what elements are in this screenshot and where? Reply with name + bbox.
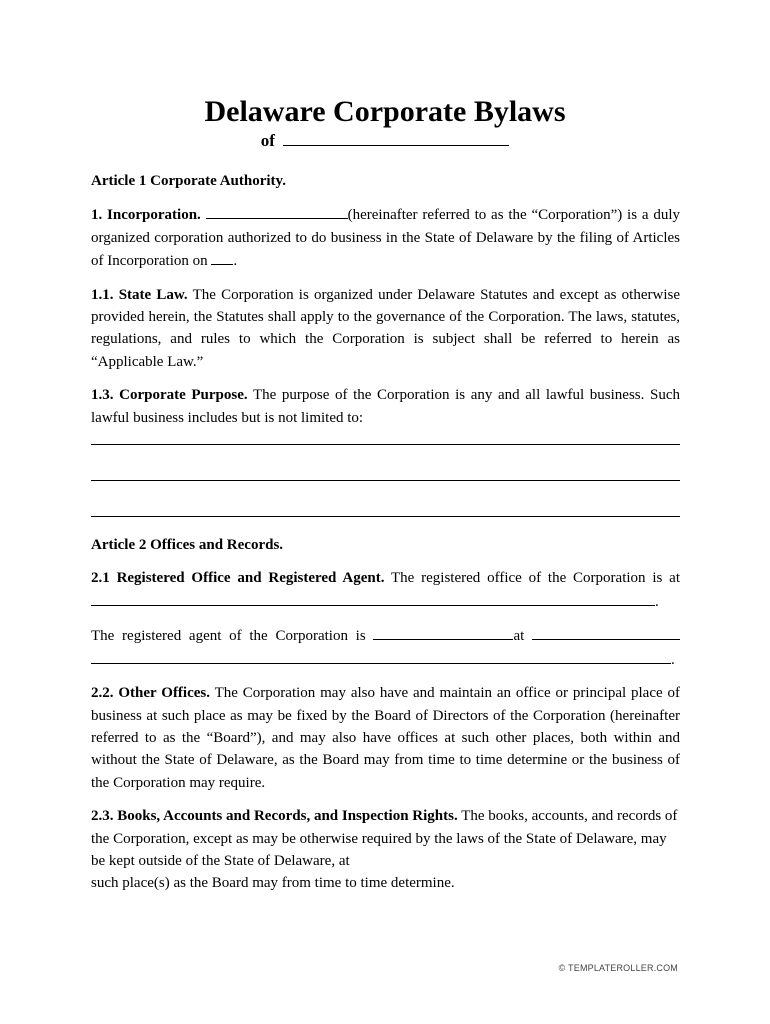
agent-text-c: . (671, 651, 675, 668)
registered-agent-address-blank-a[interactable] (532, 624, 680, 640)
registered-agent-paragraph (91, 624, 680, 671)
section-2-1-lead: 2.1 Registered Office and Registered Agent. (91, 570, 385, 587)
registered-office-blank[interactable] (91, 590, 655, 606)
section-1-1-lead: 1.1. State Law. (91, 286, 188, 303)
agent-text-b: at (513, 628, 525, 645)
section-2-2-text: The Corporation may also have and maintain an office or principal place of business at such place as may be fixed by the Board of Directors of the Corporation (hereinafter referred to as the “Board”), and may also have offices at such other places, both within and without the State of Delaware, as the Board may from time to time determine or the business of the Corporation may require. (91, 685, 681, 791)
document-subtitle (0, 130, 770, 152)
section-2-3-text-a: The books, accounts, and records of the Corporation, except as may be otherwise required by the laws of the State of Delaware, may be kept outside of the State of Delaware, at (91, 808, 678, 869)
section-1-1-text: The Corporation is organized under Delaware Statutes and except as otherwise provided herein, the Statutes shall apply to the governance of the Corporation. The laws, statutes, regulations, and rules to which the Corporation is subject shall be referred to herein as “Applicable Law.” (91, 286, 680, 370)
section-1-text-a: (hereinafter referred to as the “Corporation”) is a duly organized corporation authorized to do business in the State of Delaware by the filing of Articles of Incorporation on (91, 207, 680, 270)
section-1-text-b: . (233, 253, 238, 270)
section-2-3-books-records (91, 805, 680, 895)
section-1-3-lead: 1.3. Corporate Purpose. (91, 387, 248, 404)
section-2-2-lead: 2.2. Other Offices. (91, 685, 211, 702)
registered-agent-address-blank-b[interactable] (91, 648, 671, 664)
section-2-2-other-offices (91, 682, 680, 794)
section-1-3-corporate-purpose (91, 384, 680, 429)
section-1-3-text: The purpose of the Corporation is any and all lawful business. Such lawful business includes but is not limited to: (91, 387, 680, 426)
subtitle-prefix: of (260, 131, 275, 150)
document-body (91, 170, 680, 906)
section-1-1-state-law (91, 284, 680, 374)
incorporation-date-blank[interactable] (211, 249, 233, 265)
document-title: Delaware Corporate Bylaws (204, 95, 566, 128)
templateroller-footer: © TEMPLATEROLLER.COM (558, 963, 678, 973)
incorporation-name-blank[interactable] (206, 203, 348, 219)
section-2-1-text-b: . (655, 593, 659, 610)
agent-text-a: The registered agent of the Corporation is (91, 628, 366, 645)
article-2-heading: Article 2 Offices and Records. (91, 537, 284, 554)
section-1-lead: 1. Incorporation. (91, 207, 201, 224)
article-1-heading: Article 1 Corporate Authority. (91, 173, 286, 189)
section-1-incorporation (91, 203, 680, 272)
purpose-blank-line-1[interactable] (91, 444, 680, 445)
purpose-blank-line-2[interactable] (91, 480, 680, 481)
section-2-3-lead: 2.3. Books, Accounts and Records, and Inspection Rights. (91, 808, 458, 825)
registered-agent-name-blank[interactable] (373, 624, 513, 640)
purpose-blank-line-3[interactable] (91, 516, 680, 517)
section-2-1-text-a: The registered office of the Corporation is at (391, 570, 680, 587)
section-2-1-registered-office (91, 567, 680, 613)
corporation-name-blank[interactable] (283, 130, 509, 146)
section-2-3-text-b: such place(s) as the Board may from time to time determine. (91, 875, 455, 892)
